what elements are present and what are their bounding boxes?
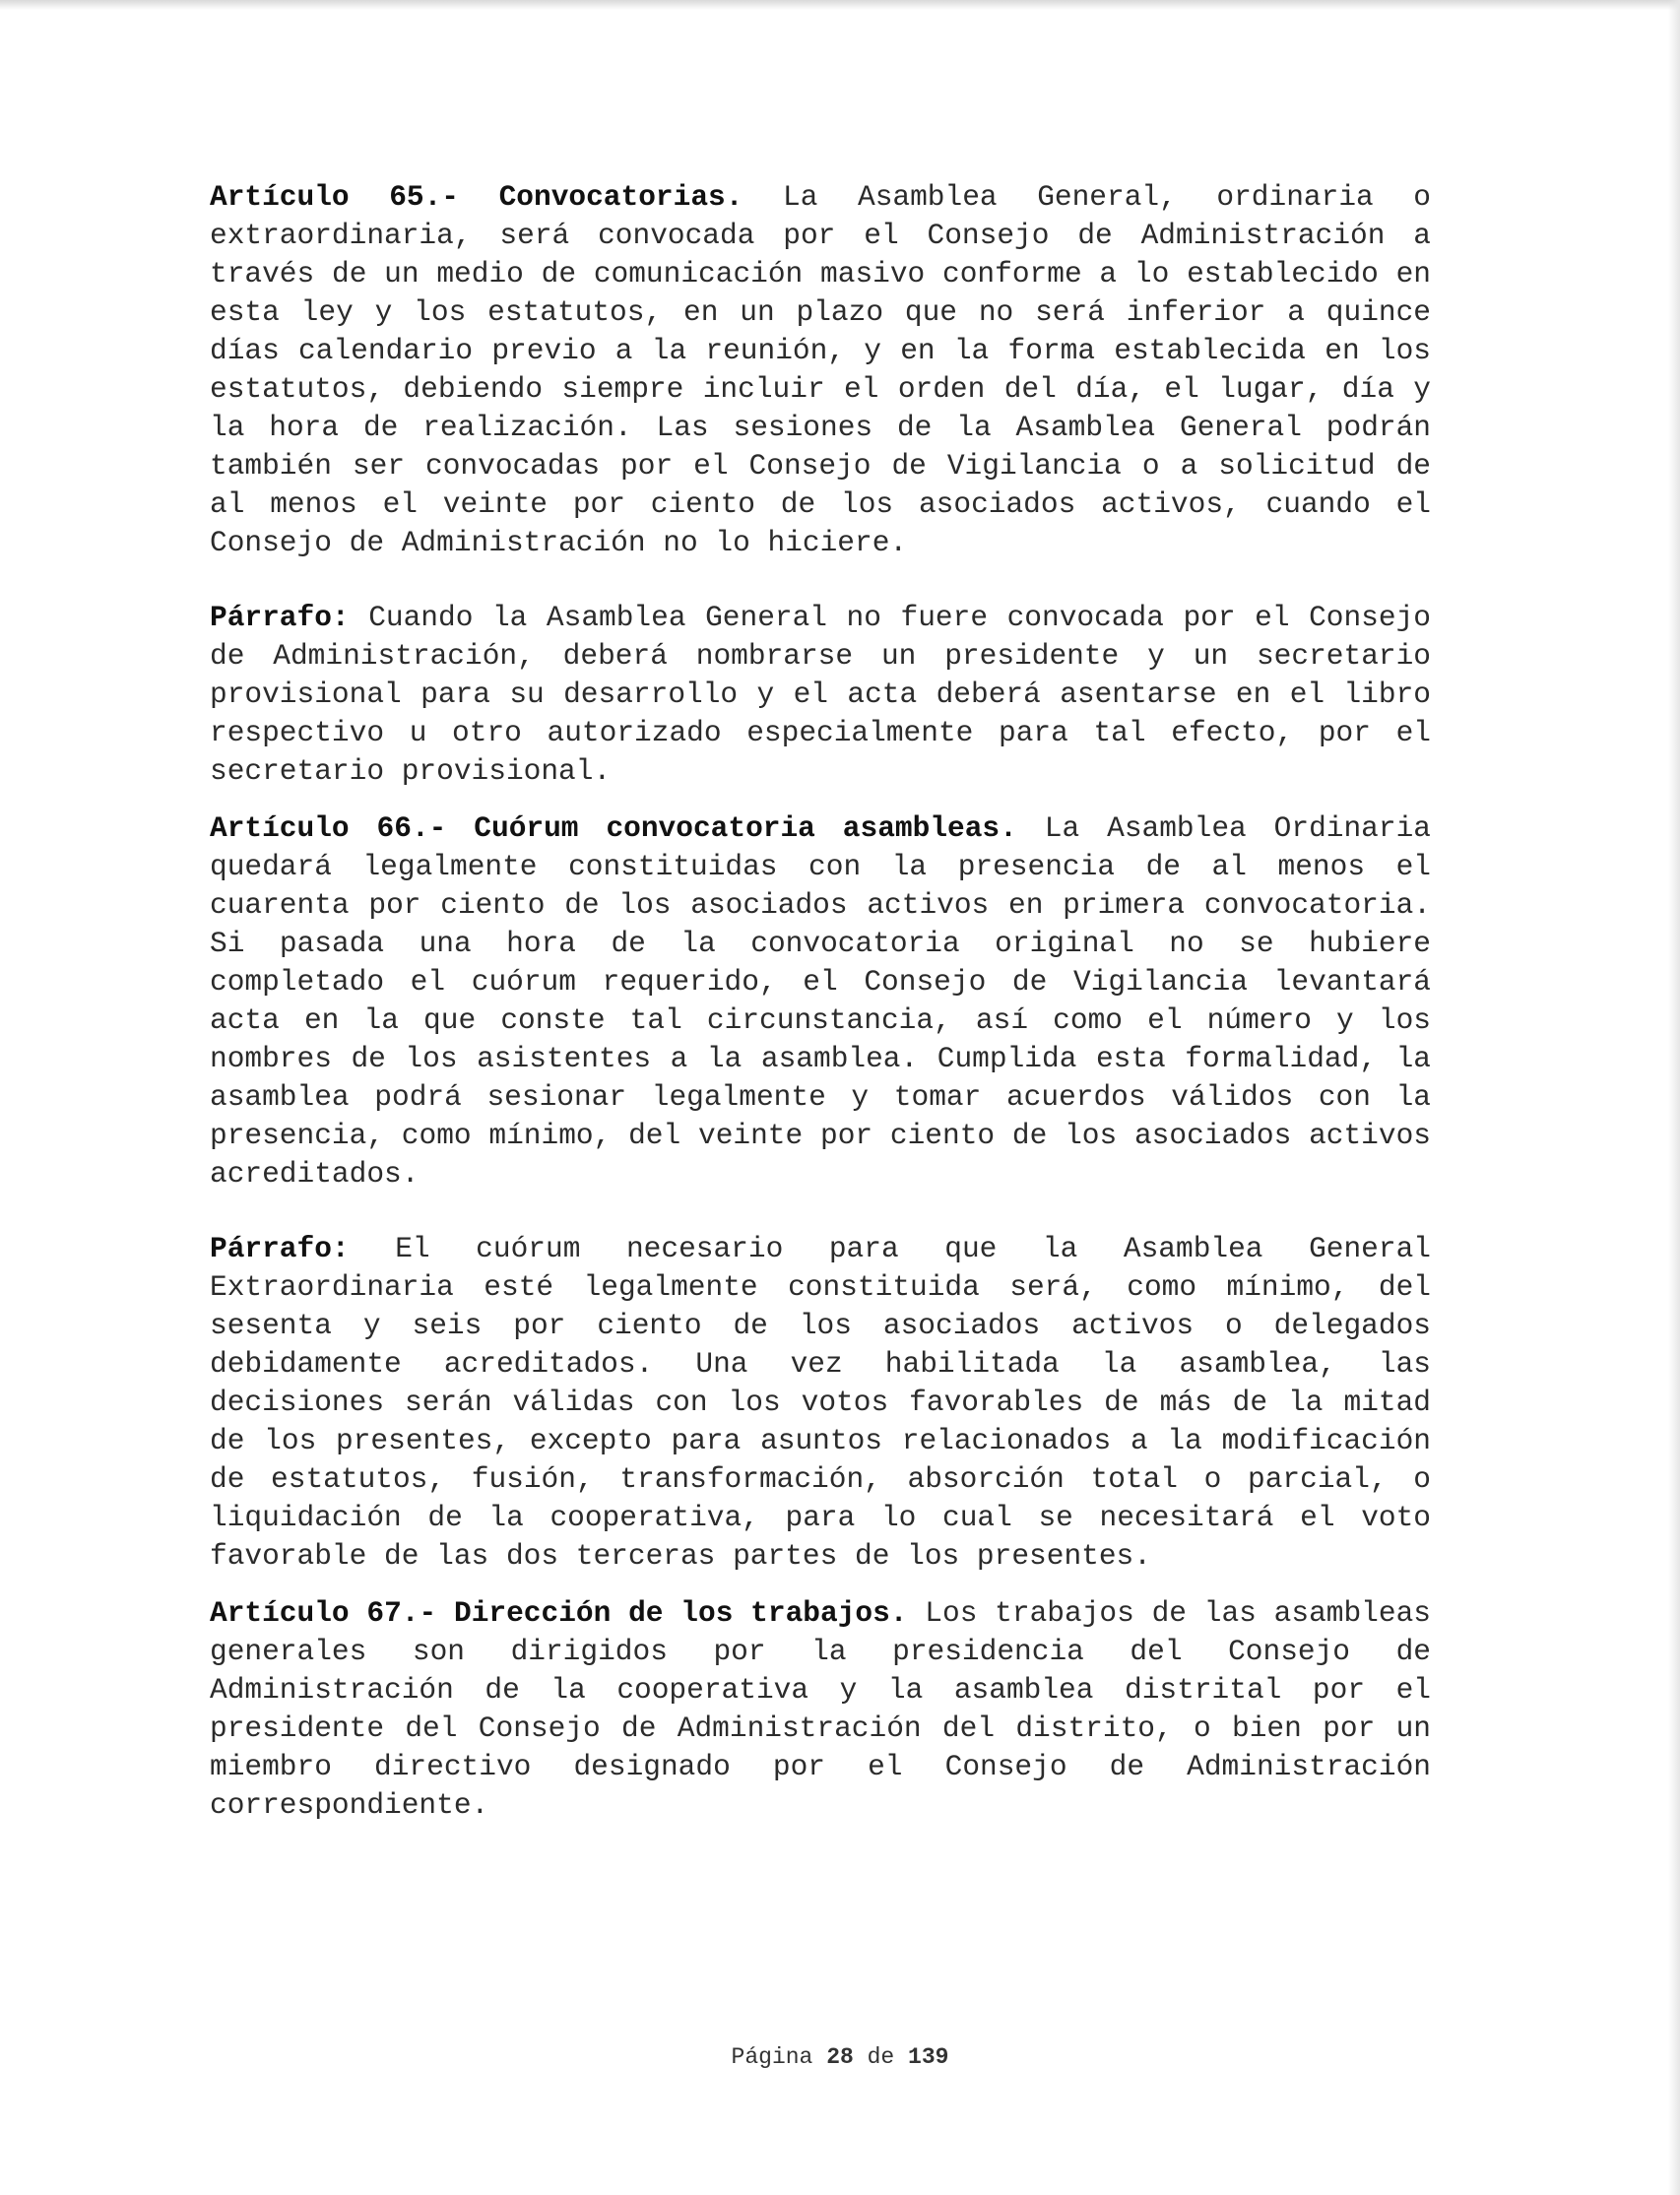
- article-67-text: Los trabajos de las asambleas generales son dirigidos por la presidencia del Consejo de Administración de la cooperativa y la asamblea distrital por el presidente del Consejo de Administración del distrito, o bien por un miembro directivo designado por el Consejo de Administración correspondiente.: [210, 1596, 1431, 1822]
- article-65-paragraph-heading: Párrafo:: [210, 601, 350, 634]
- article-67-heading: Artículo 67.- Dirección de los trabajos.: [210, 1596, 908, 1630]
- article-65: [210, 178, 1431, 562]
- article-65-heading: Artículo 65.- Convocatorias.: [210, 180, 743, 214]
- article-65-text: La Asamblea General, ordinaria o extraordinaria, será convocada por el Consejo de Administración a través de un medio de comunicación masivo conforme a lo establecido en esta ley y los estatutos, en un plazo que no será inferior a quince días calendario previo a la reunión, y en la forma establecida en los estatutos, debiendo siempre incluir el orden del día, el lugar, día y la hora de realización. Las sesiones de la Asamblea General podrán también ser convocadas por el Consejo de Vigilancia o a solicitud de al menos el veinte por ciento de los asociados activos, cuando el Consejo de Administración no lo hiciere.: [210, 180, 1431, 559]
- scan-edge-top: [0, 0, 1680, 10]
- article-66-heading: Artículo 66.- Cuórum convocatoria asambleas.: [210, 811, 1017, 845]
- page-footer: [0, 2044, 1680, 2070]
- page-total: 139: [908, 2044, 949, 2070]
- article-66: [210, 809, 1431, 1194]
- article-66-paragraph-text: El cuórum necesario para que la Asamblea General Extraordinaria esté legalmente constituida será, como mínimo, del sesenta y seis por ciento de los asociados activos o delegados debidamente acreditados. Una vez habilitada la asamblea, las decisiones serán válidas con los votos favorables de más de la mitad de los presentes, excepto para asuntos relacionados a la modificación de estatutos, fusión, transformación, absorción total o parcial, o liquidación de la cooperativa, para lo cual se necesitará el voto favorable de las dos terceras partes de los presentes.: [210, 1232, 1431, 1573]
- page-of-label: de: [867, 2044, 895, 2070]
- article-65-paragraph-text: Cuando la Asamblea General no fuere convocada por el Consejo de Administración, deberá nombrarse un presidente y un secretario provisional para su desarrollo y el acta deberá asentarse en el libro respectivo u otro autorizado especialmente para tal efecto, por el secretario provisional.: [210, 601, 1431, 788]
- page-number: 28: [826, 2044, 854, 2070]
- article-66-paragraph: [210, 1230, 1431, 1576]
- document-body: [210, 178, 1431, 1825]
- page-label: Página: [731, 2044, 813, 2070]
- scan-edge-right: [1668, 0, 1680, 2195]
- article-66-text: La Asamblea Ordinaria quedará legalmente constituidas con la presencia de al menos el cuarenta por ciento de los asociados activos en primera convocatoria. Si pasada una hora de la convocatoria original no se hubiere completado el cuórum requerido, el Consejo de Vigilancia levantará acta en la que conste tal circunstancia, así como el número y los nombres de los asistentes a la asamblea. Cumplida esta formalidad, la asamblea podrá sesionar legalmente y tomar acuerdos válidos con la presencia, como mínimo, del veinte por ciento de los asociados activos acreditados.: [210, 811, 1431, 1191]
- article-65-paragraph: [210, 599, 1431, 791]
- article-67: [210, 1594, 1431, 1825]
- article-66-paragraph-heading: Párrafo:: [210, 1232, 350, 1265]
